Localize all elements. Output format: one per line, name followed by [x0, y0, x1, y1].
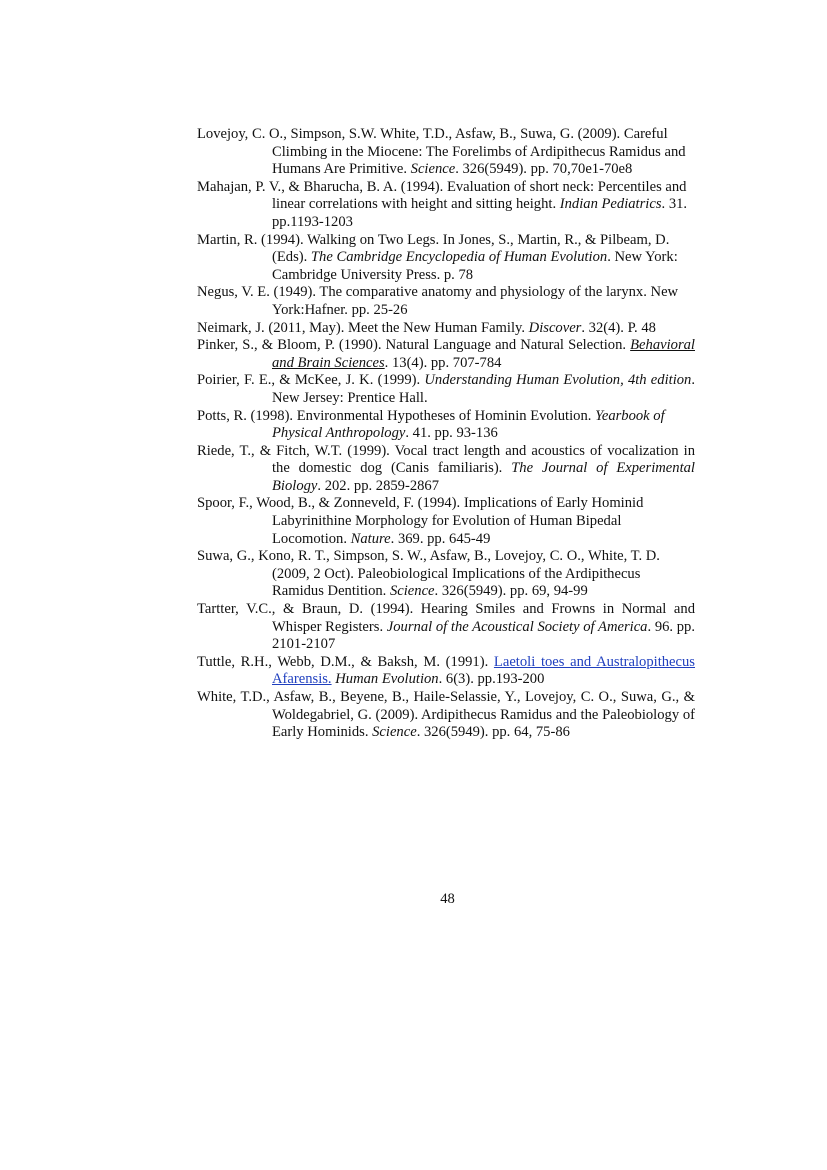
reference-entry: Pinker, S., & Bloom, P. (1990). Natural Language and Natural Selection. Behavioral and Brain Sciences. 13(4). pp. 707-784 [197, 337, 695, 371]
laetoli-toes-link[interactable]: Laetoli toes and Australopithecus Afarensis. [272, 653, 695, 688]
reference-entry: Spoor, F., Wood, B., & Zonneveld, F. (1994). Implications of Early Hominid Labyrinithine Morphology for Evolution of Human Bipedal Locomotion. Nature. 369. pp. 645-49 [197, 495, 644, 547]
reference-list [197, 126, 695, 742]
reference-entry: Potts, R. (1998). Environmental Hypotheses of Hominin Evolution. Yearbook of Physical Anthropology. 41. pp. 93-136 [197, 407, 665, 442]
reference-entry: Lovejoy, C. O., Simpson, S.W. White, T.D., Asfaw, B., Suwa, G. (2009). Careful Climbing in the Miocene: The Forelimbs of Ardipithecus Ramidus and Humans Are Primitive. Science. 326(5949). pp. 70,70e1-70e8 [197, 126, 686, 178]
reference-entry: White, T.D., Asfaw, B., Beyene, B., Haile-Selassie, Y., Lovejoy, C. O., Suwa, G., & Woldegabriel, G. (2009). Ardipithecus Ramidus and the Paleobiology of Early Hominids. Science. 326(5949). pp. 64, 75-86 [197, 689, 695, 741]
page-number: 48 [440, 891, 455, 907]
reference-entry: Neimark, J. (2011, May). Meet the New Human Family. Discover. 32(4). P. 48 [197, 319, 656, 336]
reference-entry: Tartter, V.C., & Braun, D. (1994). Hearing Smiles and Frowns in Normal and Whisper Registers. Journal of the Acoustical Society of America. 96. pp. 2101-2107 [197, 601, 695, 653]
reference-entry: Martin, R. (1994). Walking on Two Legs. In Jones, S., Martin, R., & Pilbeam, D. (Eds). The Cambridge Encyclopedia of Human Evolution. New York: Cambridge University Press. p. 78 [197, 231, 678, 283]
reference-entry: Riede, T., & Fitch, W.T. (1999). Vocal tract length and acoustics of vocalization in the domestic dog (Canis familiaris). The Journal of Experimental Biology. 202. pp. 2859-2867 [197, 442, 695, 494]
reference-entry: Negus, V. E. (1949). The comparative anatomy and physiology of the larynx. New York:Hafner. pp. 25-26 [197, 284, 679, 318]
reference-entry: Poirier, F. E., & McKee, J. K. (1999). Understanding Human Evolution, 4th edition. New Jersey: Prentice Hall. [197, 372, 695, 406]
reference-entry: Suwa, G., Kono, R. T., Simpson, S. W., Asfaw, B., Lovejoy, C. O., White, T. D. (2009, 2 Oct). Paleobiological Implications of the Ardipithecus Ramidus Dentition. Science. 326(5949). pp. 69, 94-99 [197, 548, 660, 600]
reference-entry: Tuttle, R.H., Webb, D.M., & Baksh, M. (1991). Laetoli toes and Australopithecus Afarensis. Human Evolution. 6(3). pp.193-200 [197, 653, 695, 688]
reference-entry: Mahajan, P. V., & Bharucha, B. A. (1994). Evaluation of short neck: Percentiles and linear correlations with height and sitting height. Indian Pediatrics. 31. pp.1193-1203 [197, 178, 688, 230]
